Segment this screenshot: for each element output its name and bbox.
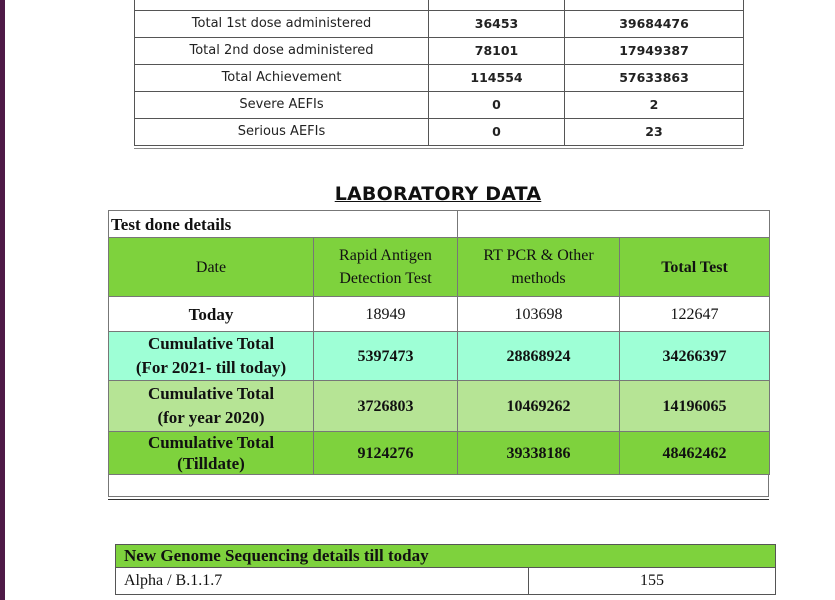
genome-title: New Genome Sequencing details till today (116, 545, 776, 568)
vacc-cumulative: 17949387 (565, 37, 744, 64)
vacc-cumulative: 2 (565, 91, 744, 118)
vacc-label: Total Achievement (135, 64, 429, 91)
table-row (109, 332, 770, 381)
row-label-cum-tilldate: Cumulative Total (Tilldate) (109, 432, 314, 475)
vacc-cumulative: 23 (565, 118, 744, 145)
left-border-bar (0, 0, 5, 600)
header-date: Date (109, 238, 314, 297)
vacc-label: Total 1st dose administered (135, 10, 429, 37)
cumtill-rapid: 9124276 (314, 432, 458, 475)
vacc-cumulative: 57633863 (565, 64, 744, 91)
vaccination-table (134, 0, 744, 146)
table-row (109, 432, 770, 475)
row-label-cum-2021: Cumulative Total (For 2021- till today) (109, 332, 314, 381)
table-header-row (109, 238, 770, 297)
table-row (135, 91, 744, 118)
vacc-label: Severe AEFIs (135, 91, 429, 118)
lab-section-title: LABORATORY DATA (334, 183, 542, 205)
genome-table (115, 544, 776, 595)
table-row (135, 64, 744, 91)
table-row (135, 37, 744, 64)
table-row (109, 297, 770, 332)
lab-table (108, 210, 770, 475)
lab-table-bottom-rule (108, 497, 769, 500)
vacc-today: 114554 (429, 64, 565, 91)
cumtill-rtpcr: 39338186 (458, 432, 620, 475)
vacc-today: 0 (429, 91, 565, 118)
header-rt-pcr: RT PCR & Other methods (458, 238, 620, 297)
genome-variant: Alpha / B.1.1.7 (116, 568, 529, 595)
today-rtpcr: 103698 (458, 297, 620, 332)
vacc-today: 0 (429, 118, 565, 145)
cum2021-total: 34266397 (620, 332, 770, 381)
lab-table-footer (108, 475, 769, 497)
genome-count: 155 (529, 568, 776, 595)
header-total-test: Total Test (620, 238, 770, 297)
vacc-today: 78101 (429, 37, 565, 64)
cum2020-rapid: 3726803 (314, 381, 458, 432)
cum2021-rapid: 5397473 (314, 332, 458, 381)
lab-caption: Test done details (109, 211, 458, 238)
table-header-row (116, 545, 776, 568)
table-row (109, 211, 770, 238)
header-rapid-antigen: Rapid Antigen Detection Test (314, 238, 458, 297)
cum2021-rtpcr: 28868924 (458, 332, 620, 381)
table-row (135, 118, 744, 145)
cumtill-total: 48462462 (620, 432, 770, 475)
vacc-cumulative: 39684476 (565, 10, 744, 37)
row-label-today: Today (109, 297, 314, 332)
row-label-cum-2020: Cumulative Total (for year 2020) (109, 381, 314, 432)
table-row (109, 381, 770, 432)
vacc-table-bottom-rule (134, 145, 743, 149)
vacc-label: Serious AEFIs (135, 118, 429, 145)
vacc-label: Total 2nd dose administered (135, 37, 429, 64)
vacc-today: 36453 (429, 10, 565, 37)
cum2020-total: 14196065 (620, 381, 770, 432)
table-row (116, 568, 776, 595)
lab-table-wrap (108, 210, 769, 500)
table-row (135, 10, 744, 37)
table-row (135, 0, 744, 10)
today-rapid: 18949 (314, 297, 458, 332)
cum2020-rtpcr: 10469262 (458, 381, 620, 432)
today-total: 122647 (620, 297, 770, 332)
